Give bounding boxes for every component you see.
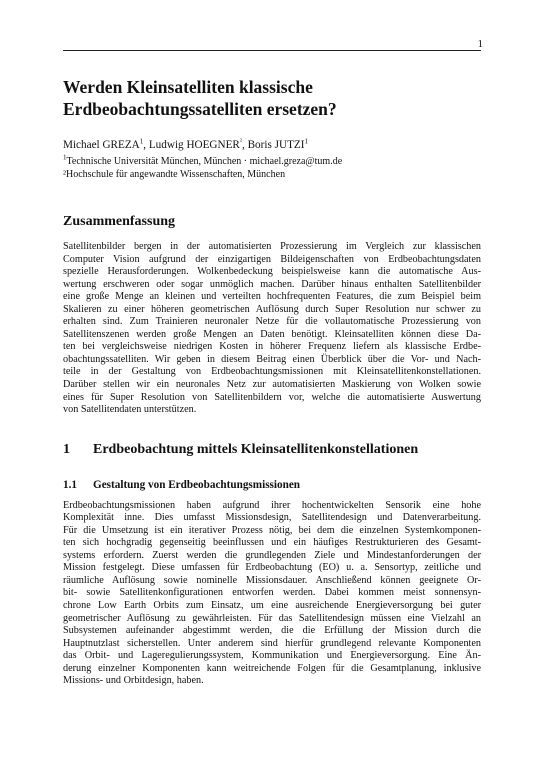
abstract-paragraph xyxy=(63,241,481,417)
text-line: Hauptnutzlast sicherstellen. Unter anderem sind hierfür grundlegend relevante Komponenten xyxy=(63,637,481,649)
text-line: Satellitenbilder bergen in der automatisierten Prozessierung im Vergleich zur klassischen xyxy=(63,241,481,252)
author-affiliation-mark: 1 xyxy=(304,137,308,146)
affiliation-text: Hochschule für angewandte Wissenschaften, München xyxy=(66,168,286,180)
text-line: ten sich hochgradig gegenseitig beeinflussen und ein häufiges Restrukturieren des Gesamt- xyxy=(63,537,481,549)
text-line: Subsystemen aufeinander abgestimmt werden, die die Erfüllung der Mission durch die xyxy=(63,625,481,637)
text-line: eines für Super Resolution von Satellitenbildern vor, welche die automatisierte Auswertung xyxy=(63,391,481,403)
author-separator: , xyxy=(242,139,248,151)
text-line: bit- sowie Satellitenkonfigurationen entworfen werden. Dabei kommen meist sonnensyn- xyxy=(63,587,481,599)
author-affiliation-mark: 1 xyxy=(139,137,144,146)
text-line: erhalten sind. Zum Trainieren neuronaler Netze für die vollautomatische Prozessierung von xyxy=(63,316,481,328)
text-line: Mission festgelegt. Diese umfassen für Erdbeobachtung (EO) u. a. Sensortyp, zeitliche und xyxy=(63,562,481,574)
author-separator: , xyxy=(143,139,149,151)
text-line: ten bei vergleichsweise niedrigen Kosten in höherer Frequenz liefern als klassische Erdbe- xyxy=(63,341,481,353)
text-line: räumliche Auflösung sowie nominelle Missionsdauer. Anschließend können geeignete Or- xyxy=(63,574,481,586)
page-content xyxy=(63,76,481,688)
text-line: Satellitenszenen werden große Mengen an Daten benötigt. Kleinsatelliten können diese Da- xyxy=(63,328,481,340)
text-line: Missions- und Orbitdesign, haben. xyxy=(63,675,204,687)
affiliation-mark: 1 xyxy=(63,153,67,162)
author-name: Boris JUTZI xyxy=(247,139,305,151)
text-line: das Orbit- und Lageregulierungssystem, Kommunikation und Energieversorgung. Eine Än- xyxy=(63,650,481,662)
page-number: 1 xyxy=(477,38,483,50)
text-line: wertung erschweren oder sogar unmöglich machen. Darüber hinaus enthalten Satellitenbilder xyxy=(63,278,481,290)
text-line: systems erfordern. Zuerst werden die grundlegenden Ziele und Mindestanforderungen der xyxy=(63,549,481,561)
text-line: obachtungssatelliten. Wir geben in diesem Beitrag einen Überblick über die Vor- und Nach- xyxy=(63,353,481,365)
affiliation xyxy=(63,169,481,182)
text-line: Computer Vision aufgrund der einzigartigen Bildeigenschaften von Erdbeobachtungsdaten xyxy=(63,253,481,265)
text-line: Skalieren zu einer höheren geometrischen Auflösung durch Super Resolution nur schwer zu xyxy=(63,303,481,315)
section-heading xyxy=(63,441,481,459)
author-name: Ludwig HOEGNER xyxy=(148,139,240,151)
text-line: teile in der Gestaltung von Erdbeobachtungsmissionen mit Kleinsatellitenkonstellationen. xyxy=(63,366,481,378)
body-paragraph xyxy=(63,500,481,688)
author-affiliation-mark: ² xyxy=(239,137,242,146)
header-rule xyxy=(63,50,481,51)
text-line: Erdbeobachtungsmissionen haben aufgrund ihrer hochentwickelten Sensorik eine hohe xyxy=(63,499,481,511)
abstract-heading: Zusammenfassung xyxy=(63,214,176,229)
text-line: Für die Umsetzung ist ein iterativer Prozess nötig, bei dem die einzelnen Systemkomponen- xyxy=(63,524,481,536)
affiliation-mark: ² xyxy=(63,168,66,180)
text-line: derung einzelner Komponenten kann weitreichende Folgen für die Gesamtplanung, inklusive xyxy=(63,662,481,674)
text-line: Darüber stellen wir ein neuronales Netz zur automatisierten Maskierung von Wolken sowie xyxy=(63,379,481,391)
text-line: chrone Low Earth Orbits zum Einsatz, um eine ausreichende Energieversorgung bei guter xyxy=(63,600,481,612)
section-number: 1 xyxy=(63,441,70,457)
paper-title xyxy=(63,76,481,120)
subsection-heading xyxy=(63,478,481,492)
text-line: Komplexität inne. Dies umfasst Missionsdesign, Satellitendesign und Datenverarbeitung. xyxy=(63,512,481,524)
affiliation-text: Technische Universität München, München · michael.greza@tum.de xyxy=(66,156,343,167)
subsection-number: 1.1 xyxy=(63,478,77,491)
section-title: Erdbeobachtung mittels Kleinsatellitenkonstellationen xyxy=(93,441,419,457)
title-line: Werden Kleinsatelliten klassische xyxy=(63,77,313,97)
subsection-title: Gestaltung von Erdbeobachtungsmissionen xyxy=(93,478,301,491)
title-line: Erdbeobachtungssatelliten ersetzen? xyxy=(63,99,337,119)
affiliation-list xyxy=(63,153,481,181)
author-name: Michael GREZA xyxy=(63,139,140,151)
text-line: von Satellitendaten unterstützen. xyxy=(63,404,197,416)
text-line: eine große Menge an kleinen und verteilten hochfrequenten Features, die zum Beispiel beim xyxy=(63,291,481,303)
text-line: geometrischer Auflösung zu gewährleisten. Für das Satellitendesign müssen eine Vielzahl an xyxy=(63,612,481,624)
affiliation xyxy=(63,153,481,169)
author-list xyxy=(63,138,481,152)
text-line: spezielle Herausforderungen. Wolkenbedeckung beispielsweise kann die automatische Aus- xyxy=(63,266,481,278)
